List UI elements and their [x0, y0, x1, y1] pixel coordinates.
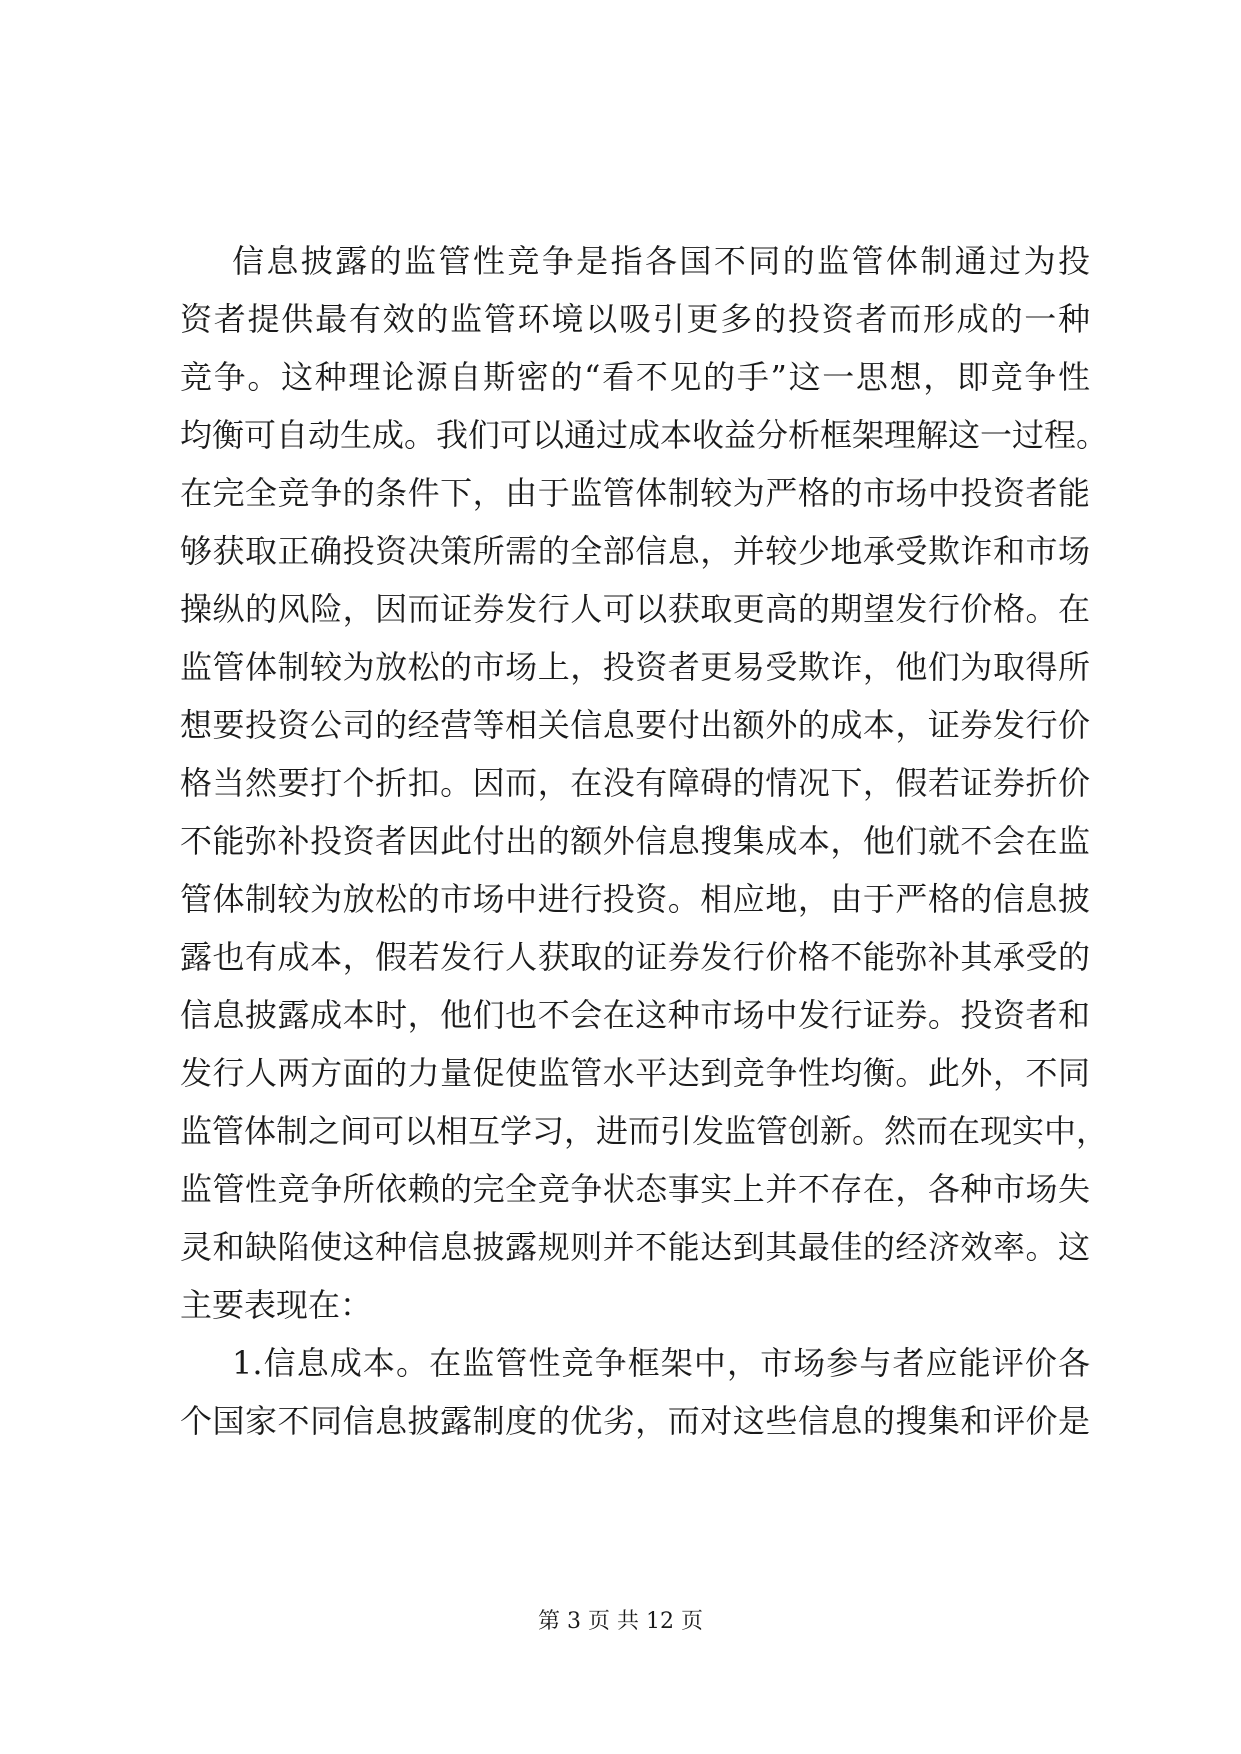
- paragraph-line: 在完全竞争的条件下，由于监管体制较为严格的市场中投资者能: [180, 474, 1090, 512]
- paragraph-line: 够获取正确投资决策所需的全部信息，并较少地承受欺诈和市场: [180, 532, 1090, 570]
- paragraph-line: 想要投资公司的经营等相关信息要付出额外的成本，证券发行价: [180, 706, 1090, 744]
- paragraph-line: 监管性竞争所依赖的完全竞争状态事实上并不存在，各种市场失: [180, 1170, 1090, 1208]
- paragraph-line: 监管体制之间可以相互学习，进而引发监管创新。然而在现实中，: [180, 1112, 1109, 1150]
- paragraph-line: 格当然要打个折扣。因而，在没有障碍的情况下，假若证券折价: [180, 764, 1090, 802]
- paragraph-line: 操纵的风险，因而证券发行人可以获取更高的期望发行价格。在: [180, 590, 1090, 628]
- paragraph-line: 管体制较为放松的市场中进行投资。相应地，由于严格的信息披: [180, 880, 1090, 918]
- paragraph-line: 竞争。这种理论源自斯密的“看不见的手”这一思想，即竞争性: [180, 358, 1090, 396]
- paragraph-line: 监管体制较为放松的市场上，投资者更易受欺诈，他们为取得所: [180, 648, 1090, 686]
- paragraph-line: 发行人两方面的力量促使监管水平达到竞争性均衡。此外，不同: [180, 1054, 1090, 1092]
- page-footer: 第 3 页 共 12 页: [538, 1609, 703, 1634]
- paragraph-line: 灵和缺陷使这种信息披露规则并不能达到其最佳的经济效率。这: [180, 1228, 1090, 1266]
- paragraph-line: 1.信息成本。在监管性竞争框架中，市场参与者应能评价各: [232, 1344, 1090, 1382]
- paragraph-line: 不能弥补投资者因此付出的额外信息搜集成本，他们就不会在监: [180, 822, 1090, 860]
- body-text: [180, 232, 1109, 1450]
- paragraph-line: 均衡可自动生成。我们可以通过成本收益分析框架理解这一过程。: [180, 416, 1109, 454]
- paragraph-line: 个国家不同信息披露制度的优劣，而对这些信息的搜集和评价是: [180, 1402, 1090, 1440]
- paragraph-line: 信息披露的监管性竞争是指各国不同的监管体制通过为投: [232, 242, 1090, 280]
- paragraph-line: 资者提供最有效的监管环境以吸引更多的投资者而形成的一种: [180, 300, 1090, 338]
- paragraph-line: 主要表现在：: [180, 1286, 373, 1324]
- paragraph-line: 露也有成本，假若发行人获取的证券发行价格不能弥补其承受的: [180, 938, 1090, 976]
- paragraph-line: 信息披露成本时，他们也不会在这种市场中发行证券。投资者和: [180, 996, 1090, 1034]
